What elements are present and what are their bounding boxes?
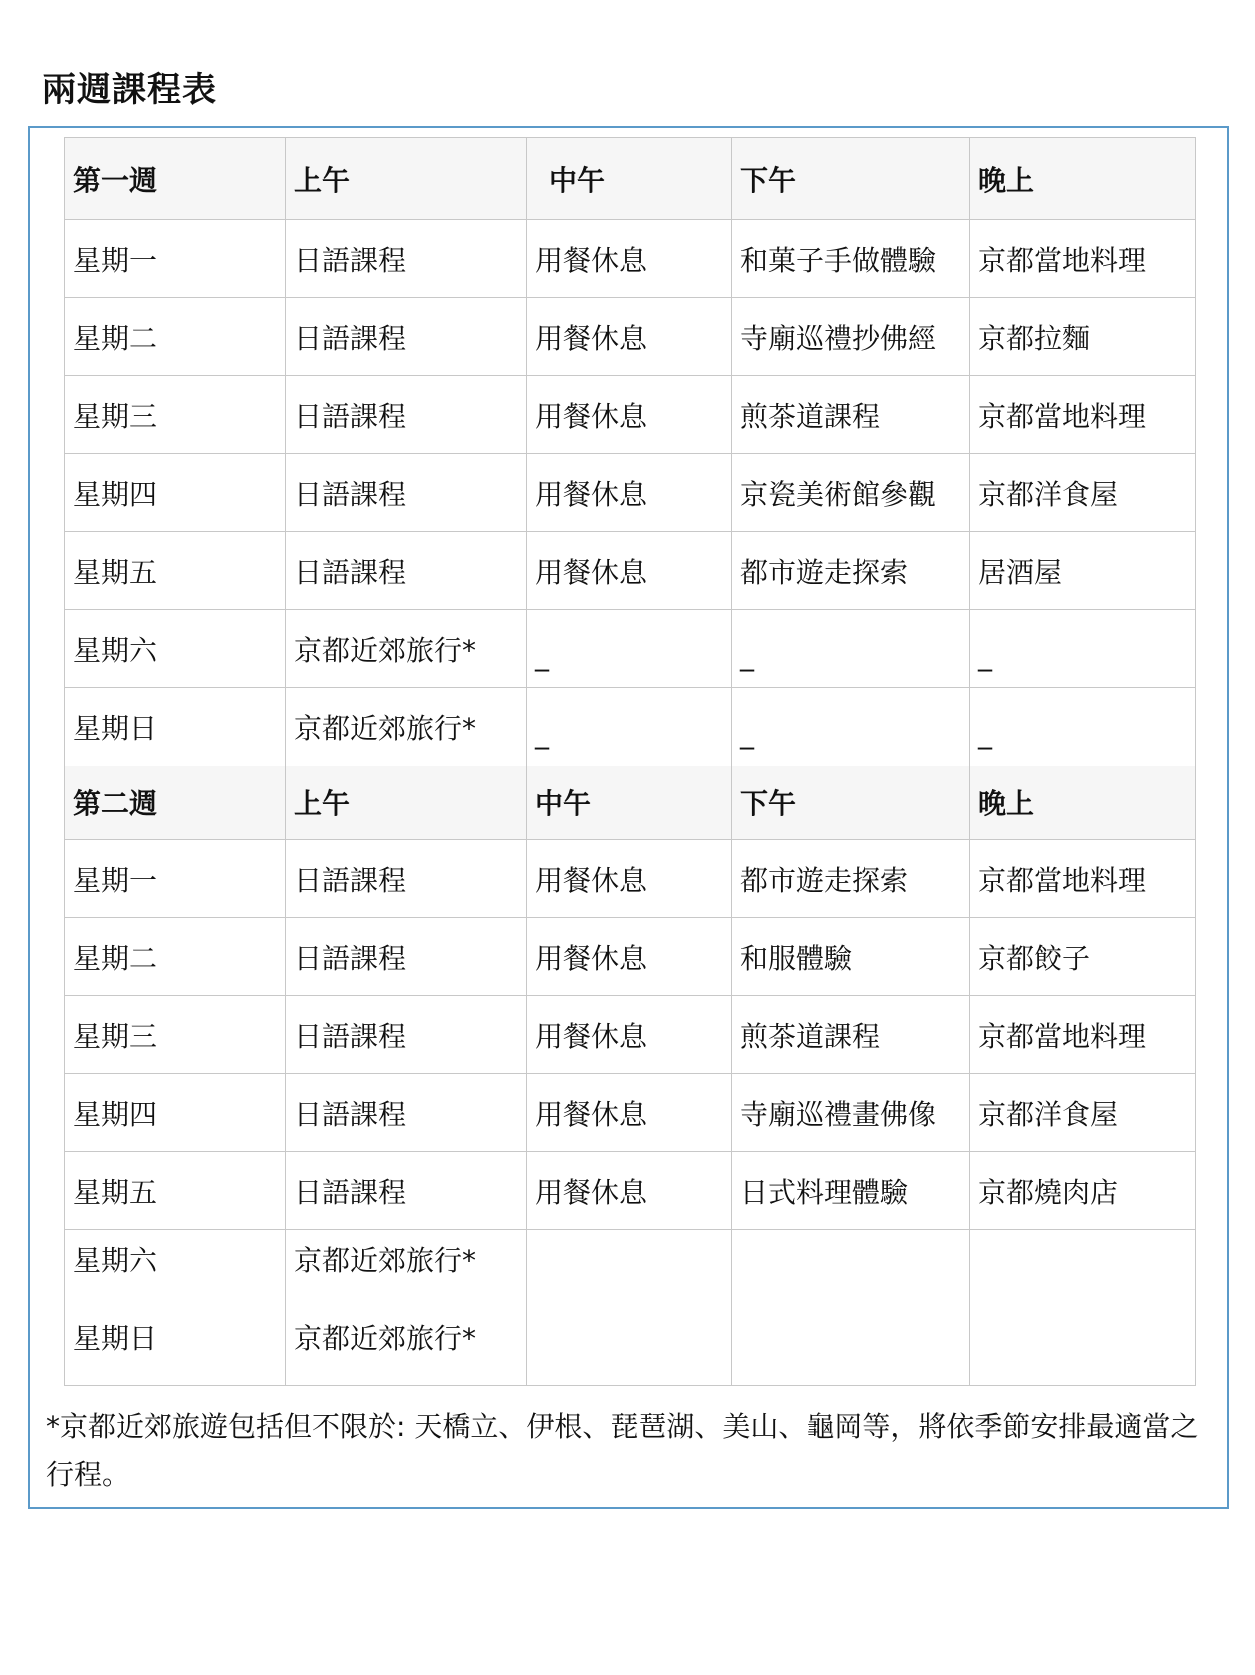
- week2-header-cell: 上午: [286, 766, 527, 840]
- noon-cell: 用餐休息: [527, 532, 732, 610]
- noon-cell: _: [527, 610, 732, 688]
- evening-cell: 京都燒肉店: [970, 1152, 1196, 1230]
- day-cell: 星期二: [65, 918, 286, 996]
- table-row: [65, 1230, 1196, 1386]
- evening-cell: 京都當地料理: [970, 996, 1196, 1074]
- noon-cell: 用餐休息: [527, 1152, 732, 1230]
- day-cell: 星期六: [65, 610, 286, 688]
- afternoon-cell: _: [732, 688, 970, 766]
- evening-cell: 京都當地料理: [970, 220, 1196, 298]
- morning-label: 京都近郊旅行*: [294, 1244, 477, 1277]
- table-row: [65, 996, 1196, 1074]
- day-cell: 星期三: [65, 996, 286, 1074]
- noon-cell: _: [527, 688, 732, 766]
- week2-header-row: [65, 766, 1196, 840]
- table-row: [65, 688, 1196, 766]
- afternoon-cell: 都市遊走探索: [732, 840, 970, 918]
- morning-cell: 日語課程: [286, 996, 527, 1074]
- morning-cell: 日語課程: [286, 918, 527, 996]
- footnote: *京都近郊旅遊包括但不限於: 天橋立、伊根、琵琶湖、美山、龜岡等，將依季節安排最適當之行程。: [46, 1410, 1199, 1491]
- table-row: [65, 454, 1196, 532]
- morning-cell: 日語課程: [286, 1074, 527, 1152]
- morning-label: 京都近郊旅行*: [294, 1322, 477, 1355]
- day-cell: 星期日: [65, 688, 286, 766]
- afternoon-cell: 寺廟巡禮畫佛像: [732, 1074, 970, 1152]
- evening-cell: 京都當地料理: [970, 840, 1196, 918]
- day-cell: 星期一: [65, 220, 286, 298]
- noon-cell: 用餐休息: [527, 454, 732, 532]
- table-row: [65, 298, 1196, 376]
- week1-header-cell: 第一週: [65, 138, 286, 220]
- day-cell: 星期三: [65, 376, 286, 454]
- morning-cell: 京都近郊旅行*: [286, 688, 527, 766]
- day-cell: [65, 1230, 286, 1386]
- table-row: [65, 376, 1196, 454]
- table-row: [65, 840, 1196, 918]
- noon-cell: 用餐休息: [527, 918, 732, 996]
- morning-cell: 日語課程: [286, 298, 527, 376]
- evening-cell: 京都當地料理: [970, 376, 1196, 454]
- week2-header-cell: 下午: [732, 766, 970, 840]
- morning-cell: 日語課程: [286, 454, 527, 532]
- day-cell: 星期四: [65, 1074, 286, 1152]
- afternoon-cell: 寺廟巡禮抄佛經: [732, 298, 970, 376]
- afternoon-cell: 煎茶道課程: [732, 996, 970, 1074]
- afternoon-cell: 和菓子手做體驗: [732, 220, 970, 298]
- day-cell: 星期五: [65, 1152, 286, 1230]
- week1-header-cell: 下午: [732, 138, 970, 220]
- day-cell: 星期五: [65, 532, 286, 610]
- week1-header-cell: 上午: [286, 138, 527, 220]
- day-cell: 星期一: [65, 840, 286, 918]
- morning-cell: 日語課程: [286, 220, 527, 298]
- table-row: [65, 1074, 1196, 1152]
- noon-cell: 用餐休息: [527, 376, 732, 454]
- morning-cell: 京都近郊旅行*: [286, 610, 527, 688]
- evening-cell: 京都拉麵: [970, 298, 1196, 376]
- evening-cell: 京都洋食屋: [970, 1074, 1196, 1152]
- afternoon-cell: 京瓷美術館參觀: [732, 454, 970, 532]
- morning-cell: 日語課程: [286, 532, 527, 610]
- noon-cell: 用餐休息: [527, 996, 732, 1074]
- table-row: [65, 220, 1196, 298]
- noon-cell: 用餐休息: [527, 840, 732, 918]
- day-cell: 星期四: [65, 454, 286, 532]
- evening-cell: 居酒屋: [970, 532, 1196, 610]
- day-cell: 星期二: [65, 298, 286, 376]
- table-row: [65, 1152, 1196, 1230]
- afternoon-cell: 和服體驗: [732, 918, 970, 996]
- day-label: 星期六: [73, 1244, 158, 1277]
- week1-header-cell: 晚上: [970, 138, 1196, 220]
- table-row: [65, 918, 1196, 996]
- table-row: [65, 532, 1196, 610]
- afternoon-cell: 煎茶道課程: [732, 376, 970, 454]
- week1-header-row: [65, 138, 1196, 220]
- morning-cell: 日語課程: [286, 840, 527, 918]
- morning-cell: 日語課程: [286, 1152, 527, 1230]
- evening-cell: _: [970, 688, 1196, 766]
- morning-cell: [286, 1230, 527, 1386]
- evening-cell: 京都洋食屋: [970, 454, 1196, 532]
- table-row: [65, 610, 1196, 688]
- afternoon-cell: _: [732, 610, 970, 688]
- page-title: 兩週課程表: [42, 70, 217, 110]
- evening-cell: _: [970, 610, 1196, 688]
- afternoon-cell: 日式料理體驗: [732, 1152, 970, 1230]
- week1-header-cell: 中午: [527, 138, 732, 220]
- morning-cell: 日語課程: [286, 376, 527, 454]
- schedule-table: [64, 137, 1196, 1386]
- week2-header-cell: 中午: [527, 766, 732, 840]
- noon-cell: 用餐休息: [527, 298, 732, 376]
- evening-cell: [970, 1230, 1196, 1386]
- week2-header-cell: 晚上: [970, 766, 1196, 840]
- noon-cell: 用餐休息: [527, 220, 732, 298]
- week2-header-cell: 第二週: [65, 766, 286, 840]
- afternoon-cell: [732, 1230, 970, 1386]
- noon-cell: 用餐休息: [527, 1074, 732, 1152]
- noon-cell: [527, 1230, 732, 1386]
- evening-cell: 京都餃子: [970, 918, 1196, 996]
- afternoon-cell: 都市遊走探索: [732, 532, 970, 610]
- day-label: 星期日: [73, 1322, 158, 1355]
